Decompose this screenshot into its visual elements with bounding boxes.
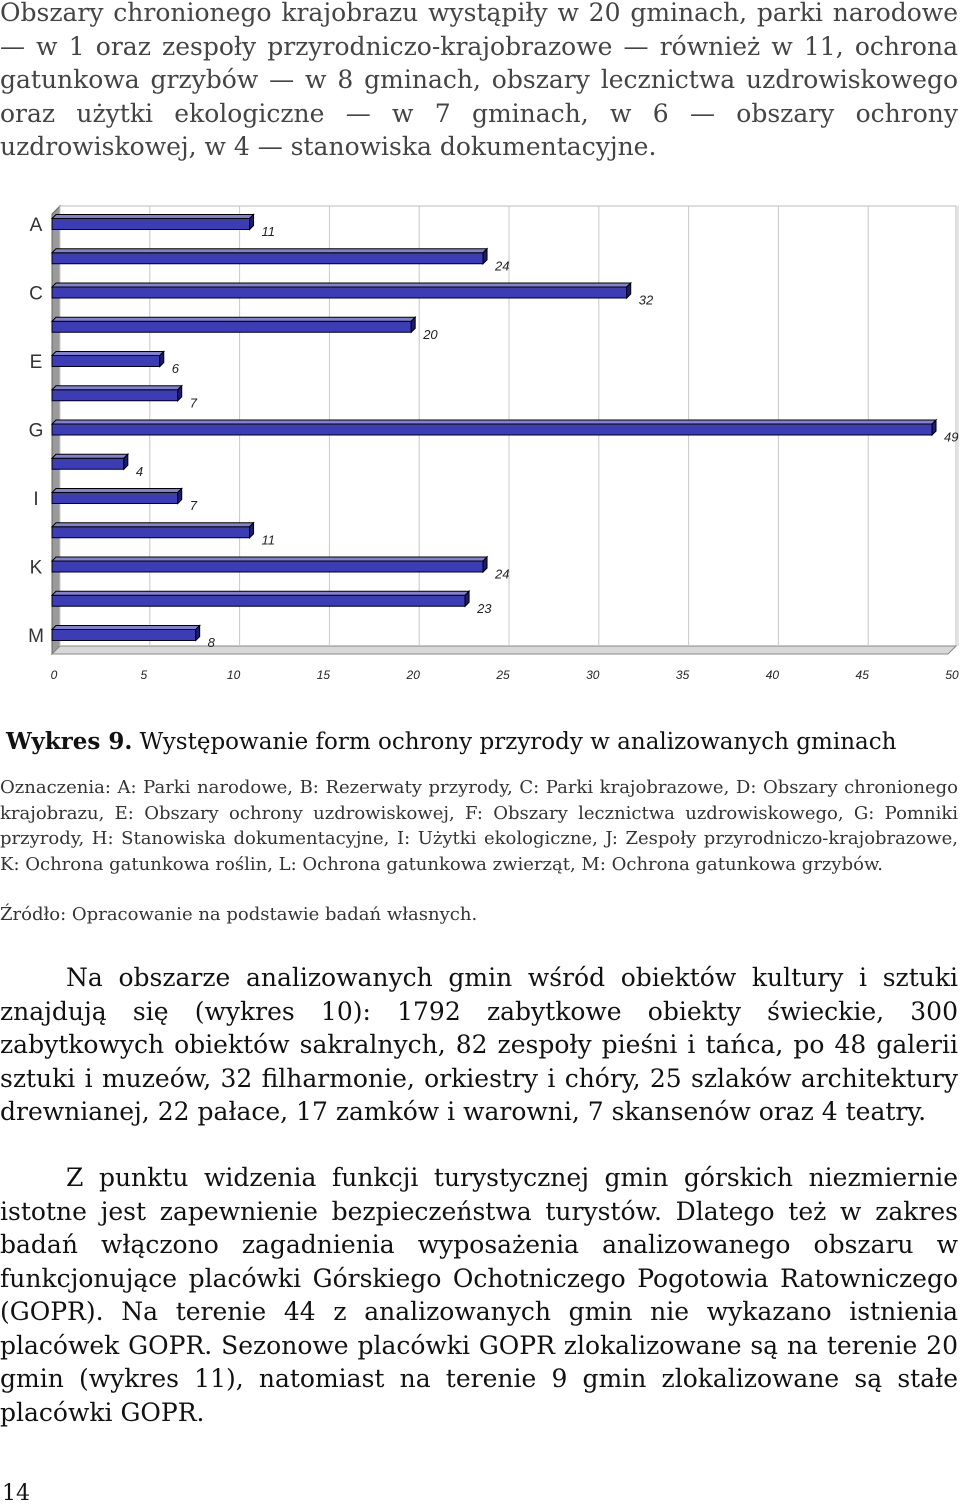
bar-front	[52, 321, 411, 332]
bar-value-label: 4	[135, 463, 144, 479]
bar-front	[52, 287, 627, 298]
bar-top	[52, 591, 469, 595]
bar-front	[52, 595, 465, 606]
bar-value-label: 24	[495, 258, 510, 274]
x-tick-label: 25	[496, 668, 510, 682]
bar-top	[52, 249, 487, 253]
bar-value-label: 11	[261, 532, 276, 548]
x-tick-label: 15	[316, 668, 331, 682]
bar-top	[52, 420, 936, 424]
bar-value-label: 11	[261, 224, 276, 239]
bar-top	[52, 215, 254, 219]
category-label: M	[28, 626, 44, 647]
body-paragraph-2: Z punktu widzenia funkcji turystycznej gmin górskich niezmiernie istotne jest zapewnienie bezpieczeństwa turystów. Dlatego też w zakres badań włączono zagadnienia wyposażenia analizowanego obszaru w funkcjonujące placówki Górskiego Ochotniczego Pogotowia Ratowniczego (GOPR). Na terenie 44 z analizowanych gmin nie wykazano istnienia placówek GOPR. Sezonowe placówki GOPR zlokalizowane są na terenie 20 gmin (wykres 11), natomiast na terenie 9 gmin zlokalizowane są stałe placówki GOPR.	[0, 1163, 958, 1427]
page-number: 14	[2, 1481, 30, 1506]
x-tick-label: 20	[406, 668, 420, 682]
bar-top	[52, 557, 487, 561]
category-label: C	[29, 283, 43, 305]
legend-notes: Oznaczenia: A: Parki narodowe, B: Rezerwaty przyrody, C: Parki krajobrazowe, D: Obszary chronionego krajobrazu, E: Obszary ochrony uzdrowiskowej, F: Obszary lecznictwa uzdrowiskowego, G: Pomniki przyrody, H: Stanowiska dokumentacyjne, I: Użytki ekologiczne, J: Zespoły przyrodniczo-krajobrazowe, K: Ochrona gatunkowa roślin, L: Ochrona gatunkowa zwierząt, M: Ochrona gatunkowa grzybów.	[0, 777, 958, 875]
bar-top	[52, 523, 254, 527]
bar-front	[52, 253, 483, 264]
category-label: A	[29, 215, 43, 236]
bar-top	[52, 626, 200, 630]
bar-front	[52, 561, 483, 572]
x-tick-label: 5	[140, 668, 148, 682]
bar-top	[52, 283, 631, 287]
x-tick-label: 35	[675, 668, 690, 682]
intro-paragraph: Obszary chronionego krajobrazu wystąpiły w 20 gminach, parki narodowe — w 1 oraz zespoły przyrodniczo-krajobrazowe — również w 11, ochrona gatunkowa grzybów — w 8 gminach, obszary lecznictwa uzdrowiskowego oraz użytki ekologiczne — w 7 gminach, w 6 — obszary ochrony uzdrowiskowej, w 4 — stanowiska dokumentacyjne.	[0, 0, 958, 161]
figure-caption	[6, 727, 956, 757]
chart-floor	[52, 646, 956, 654]
body-paragraph-1: Na obszarze analizowanych gmin wśród obiektów kultury i sztuki znajdują się (wykres 10): 1792 zabytkowe obiekty świeckie, 300 zabytkowych obiektów sakralnych, 82 zespoły pieśni i tańca, po 48 galerii sztuki i muzeów, 32 filharmonie, orkiestry i chóry, 25 szlaków architektury drewnianej, 22 pałace, 17 zamków i warowni, 7 skansenów oraz 4 teatry.	[0, 963, 958, 1126]
category-label: K	[29, 557, 43, 579]
bar-value-label: 32	[638, 292, 654, 308]
bar-front	[52, 219, 250, 230]
bar-front	[52, 356, 160, 367]
bar-top	[52, 489, 182, 493]
bar-top	[52, 386, 182, 390]
bar-front	[52, 390, 178, 401]
bar-front	[52, 630, 196, 641]
bar-chart	[0, 198, 960, 690]
bar-top	[52, 352, 164, 356]
x-tick-label: 50	[945, 668, 959, 682]
figure-title: Występowanie form ochrony przyrody w analizowanych gminach	[139, 729, 897, 755]
category-label: G	[28, 420, 44, 442]
bar-value-label: 6	[171, 361, 179, 376]
bar-front	[52, 527, 250, 538]
source-note: Źródło: Opracowanie na podstawie badań własnych.	[0, 904, 478, 925]
bar-front	[52, 458, 124, 469]
x-tick-label: 10	[226, 668, 241, 682]
x-tick-label: 30	[586, 668, 600, 682]
bar-value-label: 23	[477, 600, 492, 616]
bar-value-label: 7	[189, 498, 197, 513]
bar-top	[52, 454, 128, 458]
bar-top	[52, 317, 415, 321]
category-label: I	[33, 489, 39, 510]
bar-value-label: 49	[944, 429, 959, 445]
bar-value-label: 24	[495, 566, 510, 582]
x-tick-label: 0	[50, 668, 58, 682]
bar-value-label: 7	[189, 395, 197, 411]
bar-front	[52, 424, 932, 435]
bar-value-label: 8	[207, 635, 215, 650]
figure-label: Wykres 9.	[6, 728, 133, 755]
x-tick-label: 40	[765, 668, 780, 682]
x-tick-label: 45	[855, 668, 869, 682]
bar-front	[52, 493, 178, 504]
category-label: E	[29, 352, 43, 373]
bar-value-label: 20	[423, 326, 438, 342]
